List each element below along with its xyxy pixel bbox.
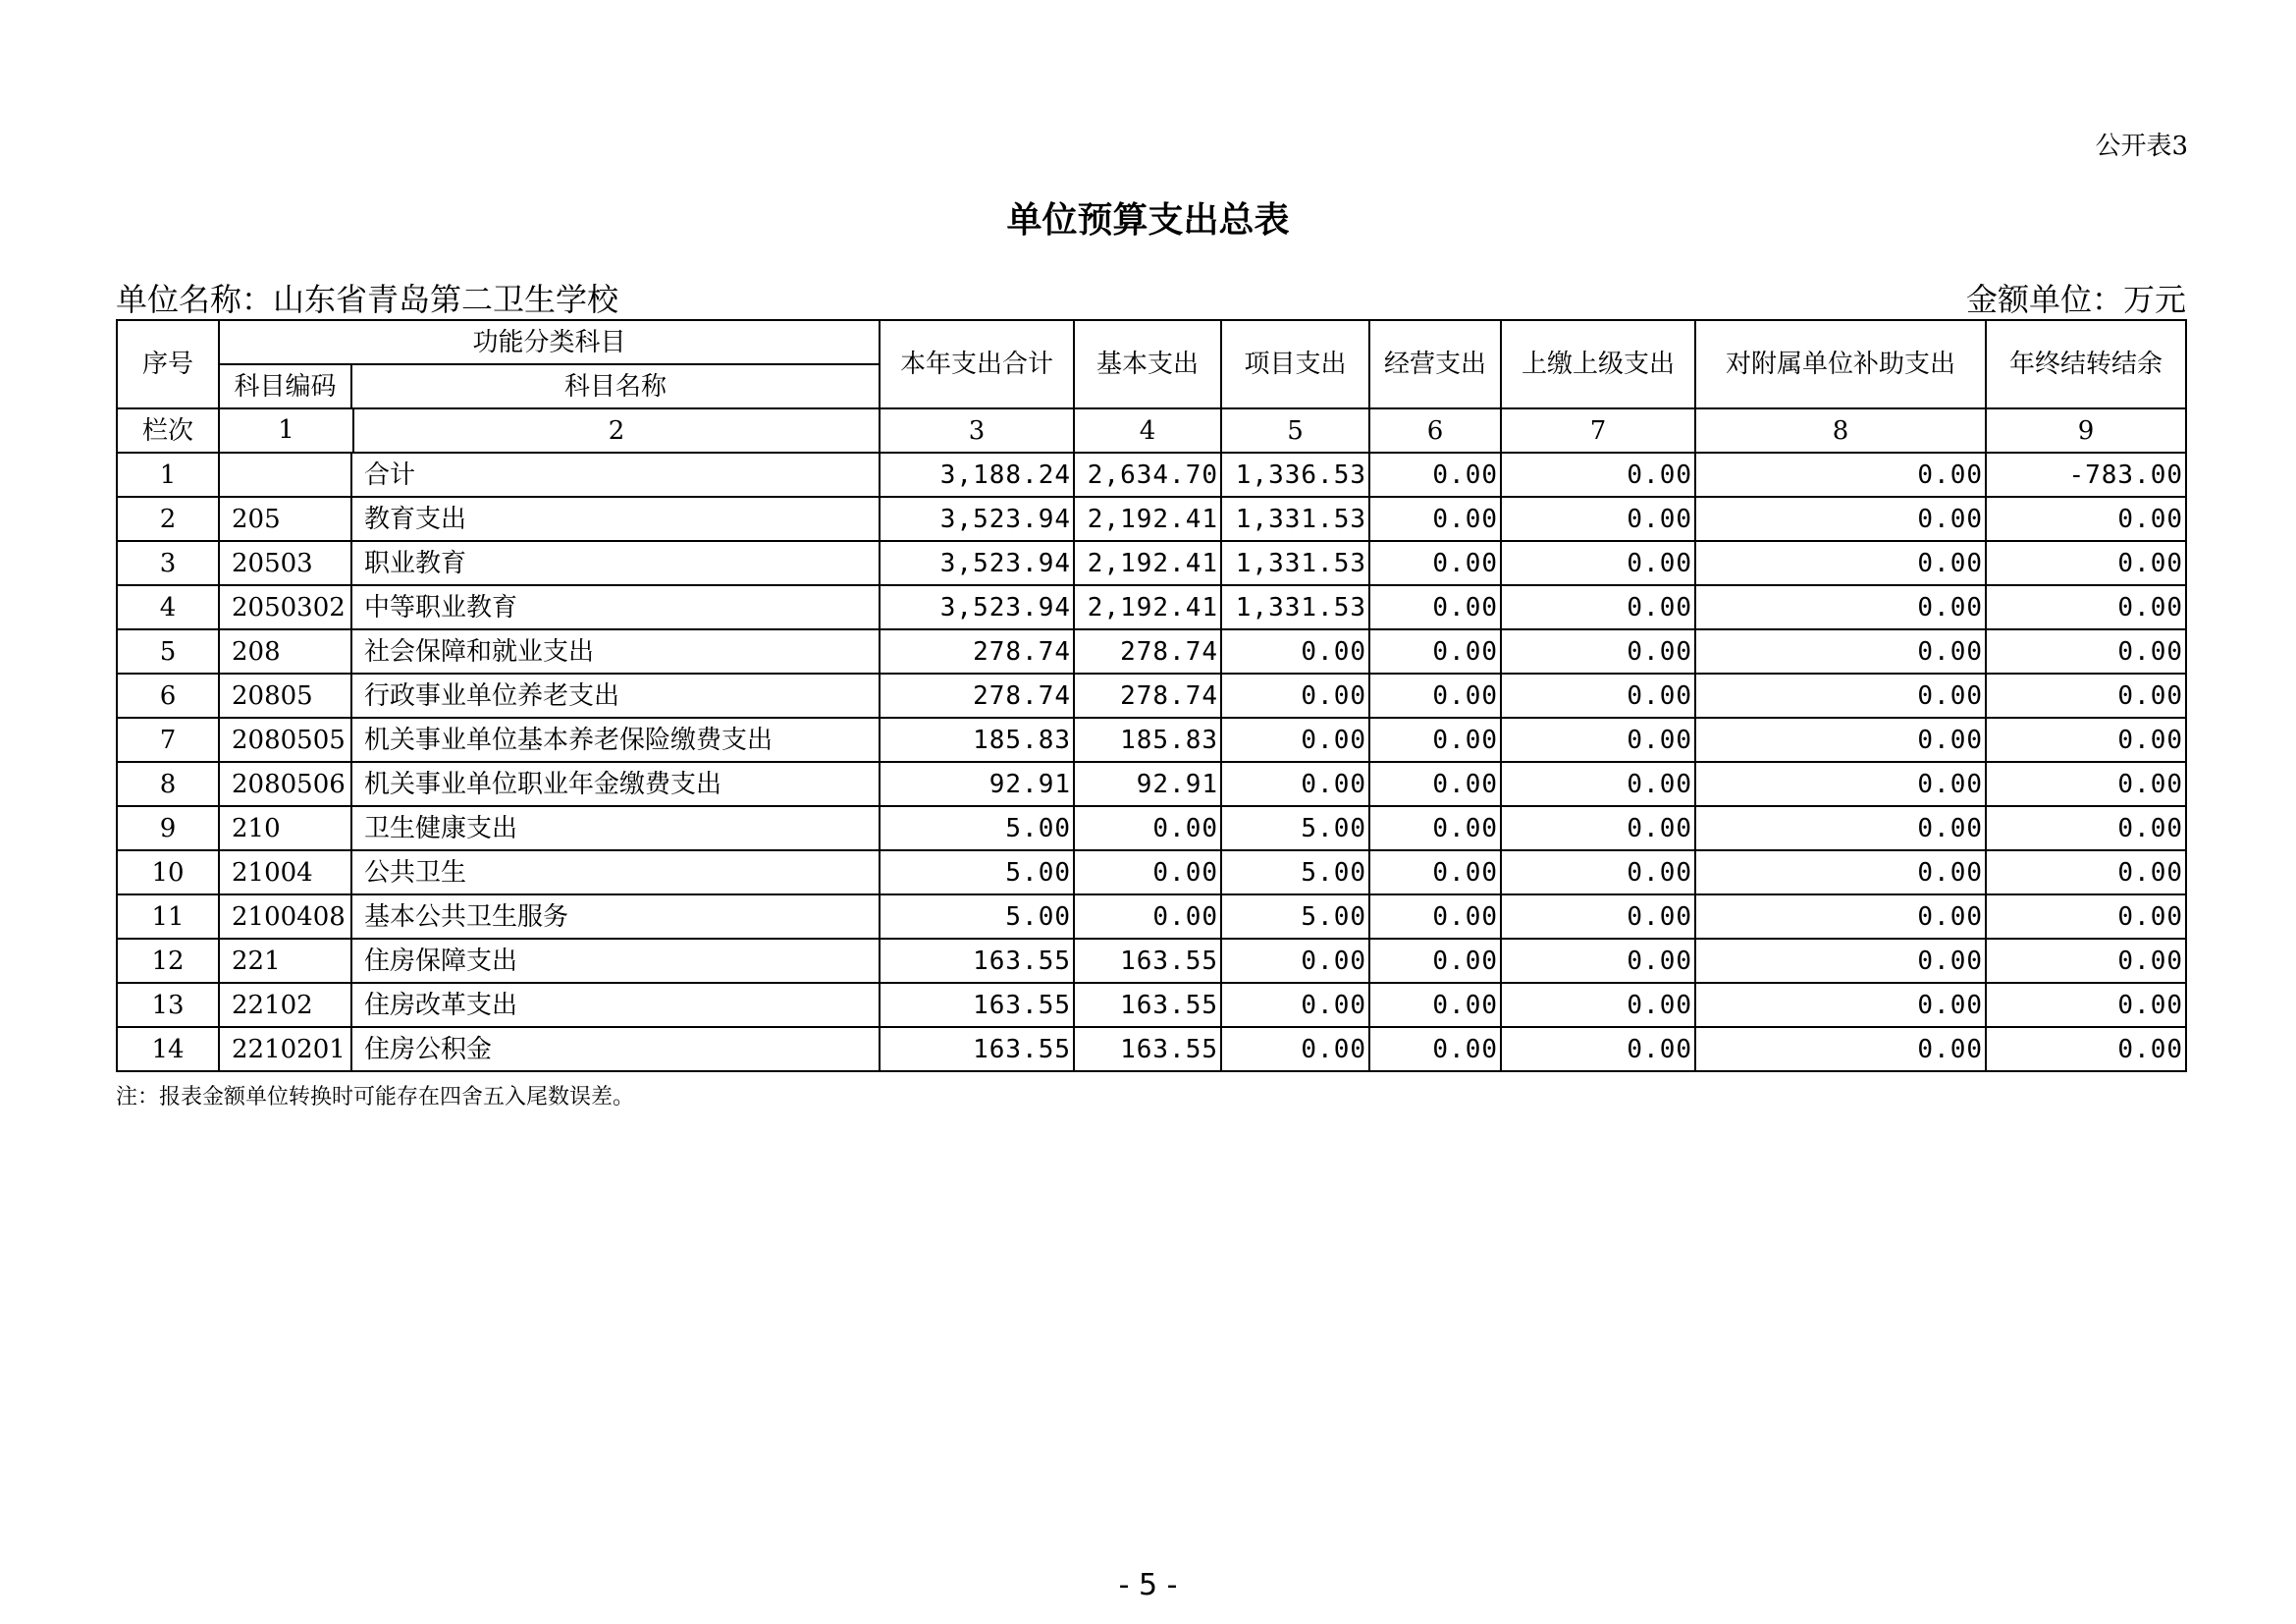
- row-project: 0.00: [1221, 983, 1369, 1027]
- row-operating: 0.00: [1369, 585, 1501, 629]
- header-project: 项目支出: [1221, 320, 1369, 408]
- row-subsidiary: 0.00: [1695, 453, 1986, 497]
- row-project: 1,331.53: [1221, 497, 1369, 541]
- row-subsidiary: 0.00: [1695, 1027, 1986, 1071]
- row-name: 住房改革支出: [351, 983, 880, 1027]
- column-number: 3: [880, 408, 1074, 453]
- row-basic: 163.55: [1074, 983, 1221, 1027]
- column-number: 5: [1221, 408, 1369, 453]
- row-upper-payment: 0.00: [1501, 453, 1695, 497]
- header-subsidiary: 对附属单位补助支出: [1695, 320, 1986, 408]
- row-operating: 0.00: [1369, 629, 1501, 674]
- row-name: 合计: [351, 453, 880, 497]
- row-name: 中等职业教育: [351, 585, 880, 629]
- data-rows: [117, 453, 2186, 1071]
- row-subsidiary: 0.00: [1695, 983, 1986, 1027]
- row-operating: 0.00: [1369, 674, 1501, 718]
- row-subsidiary: 0.00: [1695, 894, 1986, 939]
- row-project: 0.00: [1221, 718, 1369, 762]
- table-row: [117, 453, 2186, 497]
- footnote: 注：报表金额单位转换时可能存在四舍五入尾数误差。: [116, 1085, 635, 1110]
- table-row: [117, 850, 2186, 894]
- row-code: 22102: [219, 983, 351, 1027]
- table-row: [117, 718, 2186, 762]
- header-subject-name: 科目名称: [351, 364, 880, 408]
- table-row: [117, 983, 2186, 1027]
- row-year-end: 0.00: [1986, 894, 2186, 939]
- row-basic: 278.74: [1074, 629, 1221, 674]
- row-subsidiary: 0.00: [1695, 939, 1986, 983]
- row-subsidiary: 0.00: [1695, 497, 1986, 541]
- row-operating: 0.00: [1369, 541, 1501, 585]
- row-subsidiary: 0.00: [1695, 674, 1986, 718]
- table-row: [117, 541, 2186, 585]
- row-seq: 1: [117, 453, 219, 497]
- row-seq: 9: [117, 806, 219, 850]
- row-name: 卫生健康支出: [351, 806, 880, 850]
- row-code: 21004: [219, 850, 351, 894]
- row-basic: 163.55: [1074, 939, 1221, 983]
- row-code: 2080506: [219, 762, 351, 806]
- row-basic: 2,634.70: [1074, 453, 1221, 497]
- row-total: 92.91: [880, 762, 1074, 806]
- header-basic: 基本支出: [1074, 320, 1221, 408]
- header-subject-code: 科目编码: [219, 364, 351, 408]
- row-code: 2210201: [219, 1027, 351, 1071]
- row-total: 5.00: [880, 894, 1074, 939]
- header-total: 本年支出合计: [880, 320, 1074, 408]
- row-code: 210: [219, 806, 351, 850]
- row-operating: 0.00: [1369, 497, 1501, 541]
- page-title: 单位预算支出总表: [1006, 200, 1290, 241]
- row-operating: 0.00: [1369, 718, 1501, 762]
- row-year-end: 0.00: [1986, 762, 2186, 806]
- row-total: 278.74: [880, 674, 1074, 718]
- row-upper-payment: 0.00: [1501, 718, 1695, 762]
- column-number: 8: [1695, 408, 1986, 453]
- row-total: 3,523.94: [880, 585, 1074, 629]
- row-code: 205: [219, 497, 351, 541]
- row-project: 0.00: [1221, 762, 1369, 806]
- column-number-row: [117, 408, 2186, 453]
- row-seq: 5: [117, 629, 219, 674]
- row-basic: 163.55: [1074, 1027, 1221, 1071]
- row-total: 163.55: [880, 1027, 1074, 1071]
- row-seq: 4: [117, 585, 219, 629]
- row-year-end: 0.00: [1986, 541, 2186, 585]
- row-basic: 2,192.41: [1074, 541, 1221, 585]
- row-year-end: 0.00: [1986, 674, 2186, 718]
- row-total: 3,188.24: [880, 453, 1074, 497]
- row-project: 0.00: [1221, 939, 1369, 983]
- row-seq: 10: [117, 850, 219, 894]
- table-row: [117, 894, 2186, 939]
- row-year-end: 0.00: [1986, 850, 2186, 894]
- table-row: [117, 629, 2186, 674]
- column-number: 2: [608, 415, 625, 446]
- row-year-end: 0.00: [1986, 497, 2186, 541]
- row-seq: 11: [117, 894, 219, 939]
- header-seq: 序号: [117, 320, 219, 408]
- row-upper-payment: 0.00: [1501, 585, 1695, 629]
- page-number: - 5 -: [1118, 1568, 1178, 1602]
- row-basic: 185.83: [1074, 718, 1221, 762]
- row-project: 1,331.53: [1221, 541, 1369, 585]
- row-basic: 278.74: [1074, 674, 1221, 718]
- unit-name: 单位名称：山东省青岛第二卫生学校: [116, 281, 619, 318]
- row-upper-payment: 0.00: [1501, 806, 1695, 850]
- column-number: 6: [1369, 408, 1501, 453]
- table-row: [117, 939, 2186, 983]
- row-total: 3,523.94: [880, 497, 1074, 541]
- row-project: 5.00: [1221, 806, 1369, 850]
- row-operating: 0.00: [1369, 850, 1501, 894]
- row-project: 1,336.53: [1221, 453, 1369, 497]
- row-seq: 2: [117, 497, 219, 541]
- row-operating: 0.00: [1369, 983, 1501, 1027]
- row-name: 基本公共卫生服务: [351, 894, 880, 939]
- row-operating: 0.00: [1369, 894, 1501, 939]
- row-code: 2080505: [219, 718, 351, 762]
- row-name: 机关事业单位基本养老保险缴费支出: [351, 718, 880, 762]
- row-code: 208: [219, 629, 351, 674]
- header-row-1: [117, 320, 2186, 364]
- column-number: 7: [1501, 408, 1695, 453]
- row-name: 社会保障和就业支出: [351, 629, 880, 674]
- row-name: 机关事业单位职业年金缴费支出: [351, 762, 880, 806]
- row-basic: 92.91: [1074, 762, 1221, 806]
- header-upper-payment: 上缴上级支出: [1501, 320, 1695, 408]
- row-seq: 3: [117, 541, 219, 585]
- table-row: [117, 674, 2186, 718]
- row-project: 5.00: [1221, 894, 1369, 939]
- table-row: [117, 1027, 2186, 1071]
- corner-label: 公开表3: [2095, 132, 2188, 161]
- row-year-end: 0.00: [1986, 806, 2186, 850]
- header-functional-category: 功能分类科目: [219, 320, 880, 364]
- table-row: [117, 497, 2186, 541]
- row-seq: 6: [117, 674, 219, 718]
- row-total: 3,523.94: [880, 541, 1074, 585]
- table-row: [117, 585, 2186, 629]
- row-code: 20503: [219, 541, 351, 585]
- row-subsidiary: 0.00: [1695, 585, 1986, 629]
- column-number: 9: [1986, 408, 2186, 453]
- row-seq: 8: [117, 762, 219, 806]
- column-number: 1: [220, 409, 354, 452]
- row-code: 20805: [219, 674, 351, 718]
- row-operating: 0.00: [1369, 939, 1501, 983]
- row-total: 163.55: [880, 939, 1074, 983]
- row-total: 185.83: [880, 718, 1074, 762]
- row-year-end: 0.00: [1986, 939, 2186, 983]
- row-upper-payment: 0.00: [1501, 497, 1695, 541]
- row-name: 公共卫生: [351, 850, 880, 894]
- row-basic: 0.00: [1074, 894, 1221, 939]
- row-year-end: 0.00: [1986, 1027, 2186, 1071]
- row-code: 2100408: [219, 894, 351, 939]
- row-name: 住房公积金: [351, 1027, 880, 1071]
- amount-unit: 金额单位：万元: [1965, 281, 2186, 318]
- row-project: 0.00: [1221, 674, 1369, 718]
- row-total: 163.55: [880, 983, 1074, 1027]
- row-upper-payment: 0.00: [1501, 1027, 1695, 1071]
- row-year-end: 0.00: [1986, 629, 2186, 674]
- row-subsidiary: 0.00: [1695, 850, 1986, 894]
- row-subsidiary: 0.00: [1695, 718, 1986, 762]
- row-operating: 0.00: [1369, 1027, 1501, 1071]
- row-project: 5.00: [1221, 850, 1369, 894]
- row-name: 职业教育: [351, 541, 880, 585]
- row-operating: 0.00: [1369, 453, 1501, 497]
- column-number-label: 栏次: [117, 408, 219, 453]
- row-project: 0.00: [1221, 1027, 1369, 1071]
- row-year-end: 0.00: [1986, 585, 2186, 629]
- budget-expenditure-table: [116, 319, 2187, 1072]
- row-name: 行政事业单位养老支出: [351, 674, 880, 718]
- row-subsidiary: 0.00: [1695, 762, 1986, 806]
- row-upper-payment: 0.00: [1501, 983, 1695, 1027]
- row-year-end: 0.00: [1986, 718, 2186, 762]
- row-basic: 0.00: [1074, 850, 1221, 894]
- table-row: [117, 806, 2186, 850]
- row-basic: 2,192.41: [1074, 497, 1221, 541]
- row-seq: 7: [117, 718, 219, 762]
- row-name: 住房保障支出: [351, 939, 880, 983]
- row-year-end: 0.00: [1986, 983, 2186, 1027]
- row-subsidiary: 0.00: [1695, 541, 1986, 585]
- row-basic: 2,192.41: [1074, 585, 1221, 629]
- row-seq: 13: [117, 983, 219, 1027]
- row-code: 221: [219, 939, 351, 983]
- row-upper-payment: 0.00: [1501, 674, 1695, 718]
- row-seq: 12: [117, 939, 219, 983]
- row-seq: 14: [117, 1027, 219, 1071]
- row-upper-payment: 0.00: [1501, 939, 1695, 983]
- row-project: 0.00: [1221, 629, 1369, 674]
- row-upper-payment: 0.00: [1501, 541, 1695, 585]
- row-year-end: -783.00: [1986, 453, 2186, 497]
- row-upper-payment: 0.00: [1501, 850, 1695, 894]
- row-code: [219, 453, 351, 497]
- row-upper-payment: 0.00: [1501, 629, 1695, 674]
- row-operating: 0.00: [1369, 806, 1501, 850]
- row-project: 1,331.53: [1221, 585, 1369, 629]
- row-code: 2050302: [219, 585, 351, 629]
- row-upper-payment: 0.00: [1501, 762, 1695, 806]
- row-upper-payment: 0.00: [1501, 894, 1695, 939]
- row-name: 教育支出: [351, 497, 880, 541]
- header-year-end: 年终结转结余: [1986, 320, 2186, 408]
- row-total: 278.74: [880, 629, 1074, 674]
- column-number-1-2: [219, 408, 880, 453]
- row-basic: 0.00: [1074, 806, 1221, 850]
- table-row: [117, 762, 2186, 806]
- row-total: 5.00: [880, 850, 1074, 894]
- column-number: 4: [1074, 408, 1221, 453]
- header-operating: 经营支出: [1369, 320, 1501, 408]
- row-subsidiary: 0.00: [1695, 806, 1986, 850]
- row-total: 5.00: [880, 806, 1074, 850]
- row-subsidiary: 0.00: [1695, 629, 1986, 674]
- row-operating: 0.00: [1369, 762, 1501, 806]
